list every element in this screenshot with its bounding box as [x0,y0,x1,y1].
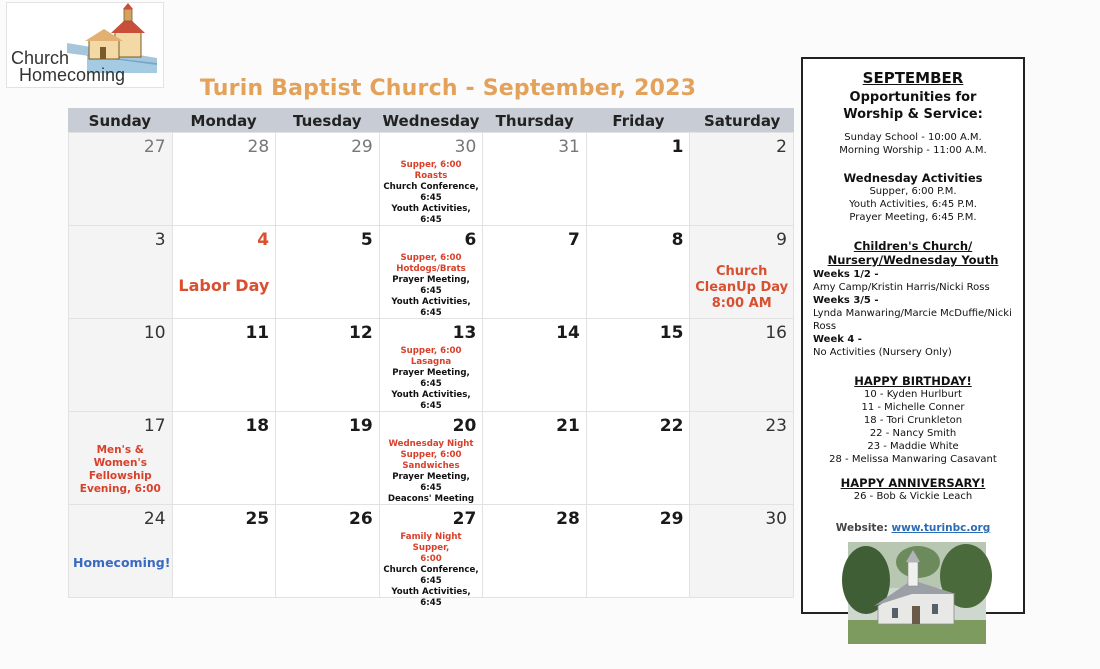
birthday-item: 28 - Melissa Manwaring Casavant [829,454,997,465]
event-menu: Roasts [414,171,448,181]
day-cell-aug-27 [69,133,173,226]
day-cell-aug-31 [483,133,587,226]
day-cell-sep-11 [173,319,277,412]
childrens-heading-line2: Nursery/Wednesday Youth [827,253,999,267]
sidebar-title: SEPTEMBER [862,69,964,87]
morning-worship-time: Morning Worship - 11:00 A.M. [839,145,987,156]
wednesday-prayer: Prayer Meeting, 6:45 P.M. [849,212,977,223]
day-cell-aug-30 [380,133,484,226]
day-cell-sep-5 [276,226,380,319]
birthday-item: 22 - Nancy Smith [869,428,957,439]
calendar-grid [68,108,794,608]
day-number: 27 [143,137,166,157]
birthday-item: 11 - Michelle Conner [861,402,965,413]
event-youth: Youth Activities, 6:45 [391,587,471,608]
weekday-thursday: Thursday [495,112,574,130]
birthday-item: 10 - Kyden Hurlburt [864,389,962,400]
website-line [803,522,1023,534]
weekday-monday: Monday [190,112,257,130]
event-conference-time: 6:45 [420,193,442,203]
day-cell-sep-19 [276,412,380,505]
day-number: 22 [659,416,684,436]
day-events [382,346,481,412]
event-fellowship-evening [73,444,168,496]
day-cell-sep-3 [69,226,173,319]
wednesday-heading: Wednesday Activities [843,171,983,185]
day-cell-sep-8 [587,226,691,319]
day-cell-sep-15 [587,319,691,412]
day-number: 5 [360,230,373,250]
sunday-school-time: Sunday School - 10:00 A.M. [844,132,982,143]
website-label: Website: [835,522,888,534]
day-cell-sep-10 [69,319,173,412]
fellowship-line3: Fellowship [88,470,152,482]
day-number: 15 [659,323,684,343]
day-cell-sep-18 [173,412,277,505]
wednesday-schedule [803,171,1023,224]
day-number: 3 [154,230,166,250]
day-number: 28 [556,509,580,529]
wednesday-supper: Supper, 6:00 P.M. [869,186,957,197]
day-cell-aug-28 [173,133,277,226]
day-events [382,253,481,319]
day-number: 21 [556,416,580,436]
opportunities-sidebar [801,57,1025,614]
church-homecoming-logo [6,2,164,88]
cleanup-line3: 8:00 AM [711,296,772,311]
day-events [382,160,481,226]
day-cell-sep-6 [380,226,484,319]
event-homecoming: Homecoming! [73,555,171,570]
day-events [382,439,481,505]
event-prayer: Prayer Meeting, 6:45 [392,472,470,493]
weekday-tuesday: Tuesday [293,112,362,130]
day-number: 17 [143,416,166,436]
day-number: 20 [452,416,477,436]
event-supper: Supper, 6:00 [400,253,462,263]
fellowship-line1: Men's & [96,444,144,456]
day-cell-sep-9 [690,226,794,319]
day-number: 12 [349,323,373,343]
wednesday-youth: Youth Activities, 6:45 P.M. [849,199,977,210]
day-number: 29 [351,137,373,157]
day-number: 16 [765,323,787,343]
fellowship-line4: Evening, 6:00 [79,483,161,495]
event-conference: Church Conference, [383,565,479,575]
event-prayer: Prayer Meeting, 6:45 [392,275,470,296]
day-number: 7 [568,230,580,250]
day-number: 24 [143,509,166,529]
day-number: 31 [558,137,580,157]
day-cell-sep-2 [690,133,794,226]
day-number: 1 [671,137,684,157]
event-menu: Lasagna [410,357,452,367]
sunday-schedule [803,131,1023,157]
event-conference: Church Conference, [383,182,479,192]
day-cell-sep-30 [690,505,794,598]
day-number: 9 [776,230,787,250]
day-number: 23 [765,416,787,436]
birthday-heading: HAPPY BIRTHDAY! [854,374,972,388]
week-4-label: Week 4 - [813,334,862,345]
day-number: 6 [464,230,477,250]
website-link[interactable]: www.turinbc.org [891,522,991,534]
day-number: 18 [245,416,270,436]
event-supper: Supper, 6:00 [400,346,462,356]
day-cell-sep-1 [587,133,691,226]
day-cell-sep-7 [483,226,587,319]
day-number: 19 [349,416,373,436]
logo-text-church: Church [11,48,70,68]
event-youth: Youth Activities, 6:45 [391,204,471,225]
event-youth: Youth Activities, 6:45 [391,297,471,318]
sidebar-subtitle-line1: Opportunities for [849,90,977,105]
day-number: 11 [245,323,270,343]
anniversary-heading: HAPPY ANNIVERSARY! [840,476,986,490]
weekday-header-row [68,108,794,132]
event-wednesday-night: Wednesday Night [388,439,474,449]
day-cell-sep-26 [276,505,380,598]
birthday-item: 18 - Tori Crunkleton [863,415,963,426]
day-number: 28 [247,137,270,157]
day-number: 29 [659,509,684,529]
sidebar-subtitle [803,89,1023,123]
cleanup-line2: CleanUp Day [695,280,789,295]
anniversary-list [803,476,1023,503]
day-cell-sep-29 [587,505,691,598]
event-youth: Youth Activities, 6:45 [391,390,471,411]
childrens-church-heading [803,239,1023,267]
day-cell-sep-12 [276,319,380,412]
day-cell-sep-16 [690,319,794,412]
childrens-schedule [813,268,1017,359]
day-cell-sep-20 [380,412,484,505]
day-number: 10 [143,323,166,343]
day-cell-sep-27 [380,505,484,608]
anniversary-item: 26 - Bob & Vickie Leach [853,491,973,502]
day-cell-sep-13 [380,319,484,412]
day-cell-sep-24 [69,505,173,598]
event-menu: Hotdogs/Brats [396,264,466,274]
day-number: 14 [556,323,580,343]
day-number: 26 [349,509,373,529]
weekday-friday: Friday [612,112,665,130]
weekday-saturday: Saturday [703,112,781,130]
day-cell-sep-14 [483,319,587,412]
weeks-3-5-names: Lynda Manwaring/Marcie McDuffie/Nicki Ross [813,308,1012,332]
event-supper: Supper, 6:00 [400,160,462,170]
event-deacons: Deacons' Meeting [387,494,475,504]
event-labor-day: Labor Day [178,276,270,295]
week-4-names: No Activities (Nursery Only) [813,347,952,358]
weekday-wednesday: Wednesday [382,112,480,130]
logo-text-homecoming: Homecoming [19,65,126,85]
day-number: 27 [452,509,477,529]
sidebar-subtitle-line2: Worship & Service: [843,107,983,122]
event-conference-time: 6:45 [420,576,442,586]
day-number: 4 [257,230,270,250]
birthday-list [803,374,1023,466]
day-cell-sep-22 [587,412,691,505]
event-menu: Sandwiches [402,461,460,471]
weekday-sunday: Sunday [88,112,152,130]
day-number: 30 [765,509,787,529]
day-number: 25 [245,509,270,529]
day-cell-sep-17 [69,412,173,505]
calendar-title: Turin Baptist Church - September, 2023 [200,76,697,101]
event-family-night: Family Night Supper, [400,532,462,553]
day-cell-aug-29 [276,133,380,226]
birthday-item: 23 - Maddie White [867,441,959,452]
weeks-3-5-label: Weeks 3/5 - [813,295,879,306]
day-number: 2 [776,137,787,157]
weeks-1-2-names: Amy Camp/Kristin Harris/Nicki Ross [813,282,990,293]
day-cell-sep-21 [483,412,587,505]
event-supper: Supper, 6:00 [400,450,462,460]
day-cell-sep-25 [173,505,277,598]
event-cleanup-day [694,264,789,312]
day-cell-sep-28 [483,505,587,598]
fellowship-line2: Women's [93,457,147,469]
event-prayer: Prayer Meeting, 6:45 [392,368,470,389]
cleanup-line1: Church [715,264,768,279]
day-events [382,532,481,609]
day-number: 13 [452,323,477,343]
day-cell-sep-23 [690,412,794,505]
day-cell-sep-4 [173,226,277,319]
event-family-night-time: 6:00 [420,554,442,564]
church-photo-icon [848,542,986,644]
childrens-heading-line1: Children's Church/ [853,239,973,253]
day-number: 8 [671,230,684,250]
day-number: 30 [454,137,477,157]
weeks-1-2-label: Weeks 1/2 - [813,269,879,280]
